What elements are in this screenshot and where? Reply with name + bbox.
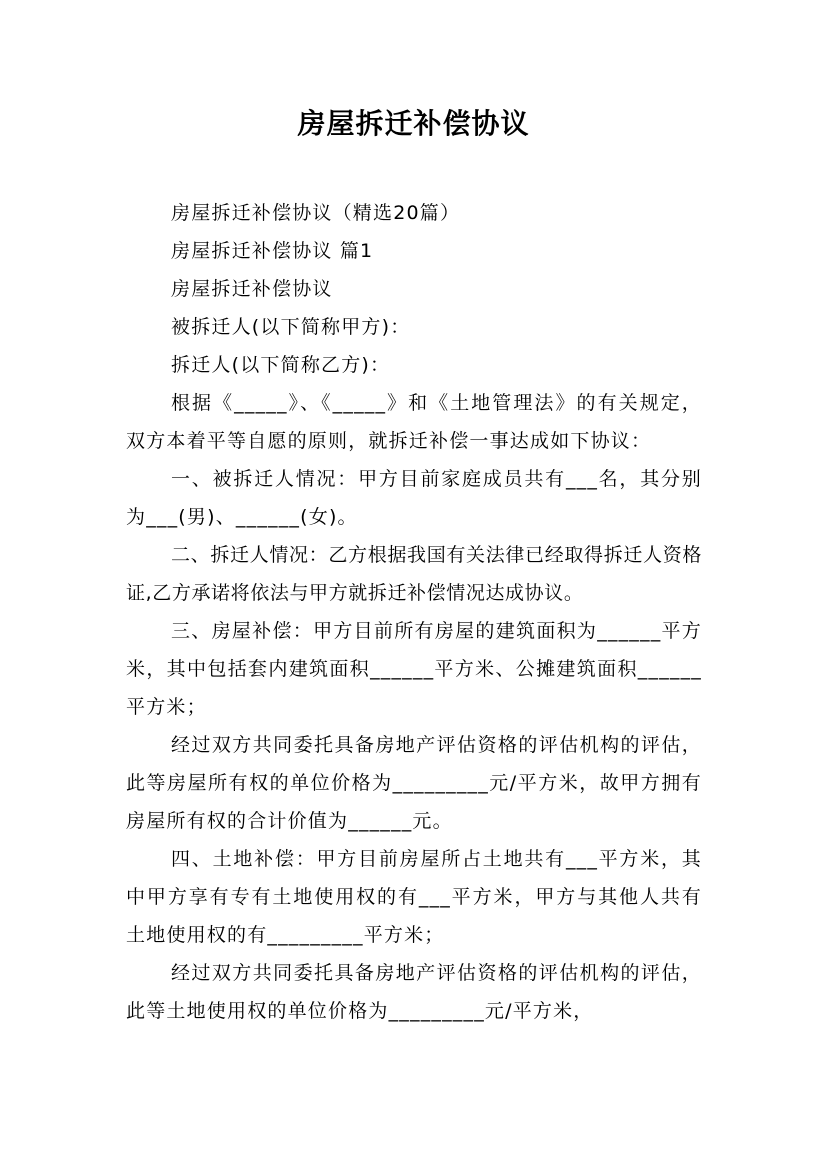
document-body xyxy=(126,194,702,1030)
document-title: 房屋拆迁补偿协议 xyxy=(297,107,530,140)
paragraph-clause-2: 二、拆迁人情况：乙方根据我国有关法律已经取得拆迁人资格证,乙方承诺将依法与甲方就拆迁补偿情况达成协议。 xyxy=(126,544,702,604)
paragraph-party-b: 拆迁人(以下简称乙方)： xyxy=(171,354,391,376)
paragraph-house-valuation: 经过双方共同委托具备房地产评估资格的评估机构的评估，此等房屋所有权的单位价格为_________元/平方米，故甲方拥有房屋所有权的合计价值为______元。 xyxy=(126,734,702,832)
paragraph-preamble: 根据《_____》、《_____》和《土地管理法》的有关规定，双方本着平等自愿的原则，就拆迁补偿一事达成如下协议： xyxy=(126,392,702,452)
paragraph-party-a: 被拆迁人(以下简称甲方)： xyxy=(171,316,411,338)
paragraph-subtitle: 房屋拆迁补偿协议（精选20篇） xyxy=(171,202,461,224)
paragraph-section-heading: 房屋拆迁补偿协议 篇1 xyxy=(171,240,374,262)
paragraph-clause-3: 三、房屋补偿：甲方目前所有房屋的建筑面积为______平方米，其中包括套内建筑面积______平方米、公摊建筑面积______平方米； xyxy=(126,620,702,718)
paragraph-agreement-name: 房屋拆迁补偿协议 xyxy=(171,278,333,300)
paragraph-clause-1: 一、被拆迁人情况：甲方目前家庭成员共有___名，其分别为___(男)、______(女)。 xyxy=(126,468,702,528)
paragraph-land-valuation: 经过双方共同委托具备房地产评估资格的评估机构的评估，此等土地使用权的单位价格为_________元/平方米， xyxy=(126,962,702,1022)
paragraph-clause-4: 四、土地补偿：甲方目前房屋所占土地共有___平方米，其中甲方享有专有土地使用权的有___平方米，甲方与其他人共有土地使用权的有_________平方米； xyxy=(126,848,702,946)
